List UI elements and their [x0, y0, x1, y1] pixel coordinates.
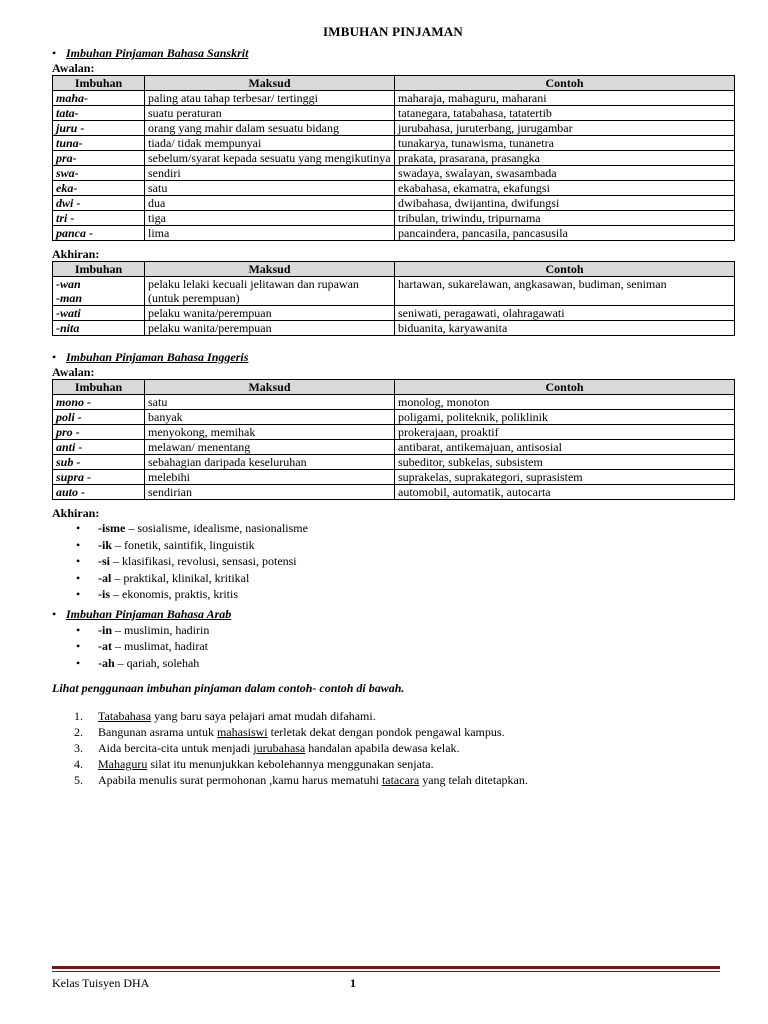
cell-contoh: prokerajaan, proaktif: [395, 425, 735, 440]
list-item: • -al – praktikal, klinikal, kritikal: [76, 570, 250, 585]
cell-imbuhan: [53, 395, 145, 410]
cell-maksud: sendiri: [145, 166, 395, 181]
table-row: [53, 395, 735, 410]
cell-maksud: menyokong, memihak: [145, 425, 395, 440]
table-row: [53, 226, 735, 241]
cell-maksud: tiga: [145, 211, 395, 226]
section-heading-sanskrit: • Imbuhan Pinjaman Bahasa Sanskrit: [52, 46, 249, 60]
sanskrit-awalan-table: [52, 75, 735, 241]
cell-maksud: lima: [145, 226, 395, 241]
cell-imbuhan: [53, 151, 145, 166]
example-number: 2.: [74, 725, 83, 739]
cell-maksud: sebelum/syarat kepada sesuatu yang mengikutinya: [145, 151, 395, 166]
footer-rule: [52, 966, 720, 969]
header-maksud: Maksud: [145, 380, 395, 395]
cell-imbuhan: [53, 306, 145, 321]
inggeris-awalan-table: [52, 379, 735, 500]
underlined-word: tatacara: [381, 773, 420, 787]
cell-maksud: banyak: [145, 410, 395, 425]
header-contoh: Contoh: [395, 76, 735, 91]
cell-imbuhan: [53, 470, 145, 485]
header-imbuhan: Imbuhan: [53, 262, 145, 277]
table-row: [53, 151, 735, 166]
suffix: -in: [98, 622, 113, 637]
example-number: 4.: [74, 757, 83, 771]
example-item: [52, 724, 734, 740]
underlined-word: mahasiswi: [216, 725, 268, 739]
example-text: handalan apabila dewasa kelak.: [305, 741, 460, 755]
imbuhan-text: tata-: [56, 106, 79, 120]
cell-contoh: prakata, prasarana, prasangka: [395, 151, 735, 166]
imbuhan-text: mono -: [56, 395, 92, 409]
cell-contoh: tatanegara, tatabahasa, tatatertib: [395, 106, 735, 121]
suffix-examples: muslimin, hadirin: [124, 622, 210, 637]
suffix: -at: [98, 639, 112, 653]
cell-contoh: swadaya, swalayan, swasambada: [395, 166, 735, 181]
cell-imbuhan: [53, 91, 145, 106]
cell-contoh: hartawan, sukarelawan, angkasawan, budiman, seniman: [395, 277, 735, 306]
imbuhan-text: auto -: [56, 485, 86, 499]
cell-contoh: suprakelas, suprakategori, suprasistem: [395, 470, 735, 485]
imbuhan-text: tri -: [56, 211, 75, 225]
cell-contoh: tunakarya, tunawisma, tunanetra: [395, 136, 735, 151]
table-row: [53, 470, 735, 485]
imbuhan-text: -man: [56, 291, 83, 305]
cell-imbuhan: [53, 455, 145, 470]
cell-contoh: tribulan, triwindu, tripurnama: [395, 211, 735, 226]
cell-maksud: dua: [145, 196, 395, 211]
cell-contoh: seniwati, peragawati, olahragawati: [395, 306, 735, 321]
cell-imbuhan: [53, 196, 145, 211]
cell-contoh: biduanita, karyawanita: [395, 321, 735, 336]
suffix: -al: [98, 570, 112, 585]
imbuhan-text: -wan: [56, 277, 81, 291]
example-text: yang telah ditetapkan.: [419, 773, 528, 787]
example-item: [52, 756, 734, 772]
list-item: • -ah – qariah, solehah: [76, 655, 200, 670]
cell-imbuhan: [53, 136, 145, 151]
underlined-word: Tatabahasa: [98, 709, 152, 723]
cell-maksud: tiada/ tidak mempunyai: [145, 136, 395, 151]
suffix-examples: praktikal, klinikal, kritikal: [123, 570, 250, 585]
awalan-label: Awalan:: [52, 365, 95, 379]
bullet-icon: •: [76, 655, 81, 670]
cell-maksud: pelaku wanita/perempuan: [145, 321, 395, 336]
bullet-icon: •: [76, 521, 81, 535]
bullet-icon: •: [76, 537, 81, 552]
bullet-icon: •: [76, 622, 81, 637]
cell-imbuhan: [53, 321, 145, 336]
cell-contoh: monolog, monoton: [395, 395, 735, 410]
example-item: [52, 708, 734, 724]
cell-maksud: satu: [145, 395, 395, 410]
cell-contoh: poligami, politeknik, poliklinik: [395, 410, 735, 425]
cell-maksud: pelaku wanita/perempuan: [145, 306, 395, 321]
table-row: [53, 91, 735, 106]
bullet-icon: •: [76, 554, 81, 568]
bullet-icon: •: [76, 639, 81, 653]
imbuhan-text: panca -: [56, 226, 93, 240]
example-item: [52, 772, 734, 788]
inggeris-akhiran-list: [52, 520, 734, 603]
list-item: • -at – muslimat, hadirat: [76, 639, 208, 653]
suffix-examples: ekonomis, praktis, kritis: [122, 587, 238, 601]
cell-imbuhan: [53, 410, 145, 425]
table-row: [53, 306, 735, 321]
header-contoh: Contoh: [395, 262, 735, 277]
suffix-examples: muslimat, hadirat: [124, 639, 208, 653]
suffix: -si: [98, 554, 110, 568]
bullet-icon: •: [76, 587, 81, 601]
header-contoh: Contoh: [395, 380, 735, 395]
table-row: [53, 106, 735, 121]
suffix-examples: klasifikasi, revolusi, sensasi, potensi: [122, 554, 297, 568]
cell-contoh: maharaja, mahaguru, maharani: [395, 91, 735, 106]
table-row: [53, 455, 735, 470]
cell-imbuhan: [53, 121, 145, 136]
imbuhan-text: -nita: [56, 321, 80, 335]
page-title: IMBUHAN PINJAMAN: [322, 24, 464, 39]
arab-list: [52, 622, 734, 672]
table-row: [53, 136, 735, 151]
cell-imbuhan: [53, 485, 145, 500]
akhiran-label: Akhiran:: [52, 247, 100, 261]
footer-rule-thin: [52, 971, 720, 972]
example-number: 5.: [74, 773, 83, 787]
cell-contoh: antibarat, antikemajuan, antisosial: [395, 440, 735, 455]
cell-imbuhan: [53, 277, 145, 306]
table-row: [53, 485, 735, 500]
imbuhan-text: sub -: [56, 455, 81, 469]
cell-contoh: dwibahasa, dwijantina, dwifungsi: [395, 196, 735, 211]
imbuhan-text: swa-: [56, 166, 79, 180]
cell-imbuhan: [53, 166, 145, 181]
list-item: • -isme – sosialisme, idealisme, nasionalisme: [76, 521, 308, 535]
cell-imbuhan: [53, 181, 145, 196]
cell-contoh: ekabahasa, ekamatra, ekafungsi: [395, 181, 735, 196]
table-row: [53, 121, 735, 136]
bullet-icon: •: [52, 350, 57, 364]
bullet-icon: •: [76, 570, 81, 585]
cell-imbuhan: [53, 226, 145, 241]
awalan-label: Awalan:: [52, 61, 95, 75]
suffix: -ik: [98, 537, 113, 552]
list-item: • -ik – fonetik, saintifik, linguistik: [76, 537, 255, 552]
section-heading-inggeris: • Imbuhan Pinjaman Bahasa Inggeris: [52, 350, 249, 364]
imbuhan-text: juru -: [56, 121, 85, 135]
list-item: • -in – muslimin, hadirin: [76, 622, 210, 637]
example-text: Apabila menulis surat permohonan ,kamu harus mematuhi: [98, 773, 382, 787]
example-item: [52, 740, 734, 756]
suffix: -isme: [98, 521, 126, 535]
example-text: yang baru saya pelajari amat mudah difahami.: [151, 709, 376, 723]
underlined-word: Mahaguru: [98, 757, 148, 771]
page-number: 1: [350, 976, 356, 990]
suffix: -ah: [98, 655, 115, 670]
sanskrit-akhiran-table: [52, 261, 735, 336]
cell-maksud: paling atau tahap terbesar/ tertinggi: [145, 91, 395, 106]
table-row: [53, 440, 735, 455]
cell-maksud: pelaku lelaki kecuali jelitawan dan rupawan (untuk perempuan): [145, 277, 395, 306]
table-row: [53, 277, 735, 306]
bullet-icon: •: [52, 606, 57, 621]
header-maksud: Maksud: [145, 76, 395, 91]
underlined-word: jurubahasa: [253, 741, 306, 755]
cell-maksud: melebihi: [145, 470, 395, 485]
table-row: [53, 181, 735, 196]
suffix-examples: sosialisme, idealisme, nasionalisme: [137, 521, 308, 535]
imbuhan-text: poli -: [56, 410, 82, 424]
example-text: Aida bercita-cita untuk menjadi: [98, 741, 254, 755]
suffix-examples: fonetik, saintifik, linguistik: [124, 537, 255, 552]
imbuhan-text: -wati: [56, 306, 81, 320]
cell-maksud: sebahagian daripada keseluruhan: [145, 455, 395, 470]
table-row: [53, 211, 735, 226]
cell-maksud: satu: [145, 181, 395, 196]
imbuhan-text: supra -: [56, 470, 92, 484]
list-item: • -si – klasifikasi, revolusi, sensasi, potensi: [76, 554, 297, 568]
example-text: Bangunan asrama untuk: [98, 725, 217, 739]
list-item: • -is – ekonomis, praktis, kritis: [76, 587, 238, 601]
table-row: [53, 196, 735, 211]
imbuhan-text: dwi -: [56, 196, 81, 210]
table-row: [53, 425, 735, 440]
akhiran-label: Akhiran:: [52, 506, 100, 520]
header-maksud: Maksud: [145, 262, 395, 277]
examples-note: Lihat penggunaan imbuhan pinjaman dalam contoh- contoh di bawah.: [52, 681, 405, 695]
imbuhan-text: pra-: [56, 151, 77, 165]
examples-list: [52, 708, 734, 788]
header-imbuhan: Imbuhan: [53, 76, 145, 91]
imbuhan-text: pro -: [56, 425, 80, 439]
cell-imbuhan: [53, 106, 145, 121]
imbuhan-text: anti -: [56, 440, 83, 454]
header-imbuhan: Imbuhan: [53, 380, 145, 395]
example-number: 1.: [74, 709, 83, 723]
imbuhan-text: tuna-: [56, 136, 83, 150]
example-text: silat itu menunjukkan kebolehannya menggunakan senjata.: [147, 757, 434, 771]
imbuhan-text: maha-: [56, 91, 89, 105]
suffix: -is: [98, 587, 110, 601]
cell-imbuhan: [53, 425, 145, 440]
document-page: [52, 24, 734, 788]
cell-maksud: orang yang mahir dalam sesuatu bidang: [145, 121, 395, 136]
cell-imbuhan: [53, 211, 145, 226]
cell-imbuhan: [53, 440, 145, 455]
table-row: [53, 321, 735, 336]
example-text: terletak dekat dengan pondok pengawal kampus.: [267, 725, 505, 739]
cell-maksud: suatu peraturan: [145, 106, 395, 121]
imbuhan-text: eka-: [56, 181, 78, 195]
cell-maksud: melawan/ menentang: [145, 440, 395, 455]
cell-contoh: subeditor, subkelas, subsistem: [395, 455, 735, 470]
bullet-icon: •: [52, 46, 57, 60]
table-row: [53, 166, 735, 181]
suffix-examples: qariah, solehah: [126, 655, 200, 670]
cell-contoh: pancaindera, pancasila, pancasusila: [395, 226, 735, 241]
footer-text: Kelas Tuisyen DHA: [52, 976, 150, 990]
table-row: [53, 410, 735, 425]
example-number: 3.: [74, 741, 83, 755]
section-heading-arab: • Imbuhan Pinjaman Bahasa Arab: [52, 606, 232, 621]
cell-maksud: sendirian: [145, 485, 395, 500]
cell-contoh: jurubahasa, juruterbang, jurugambar: [395, 121, 735, 136]
cell-contoh: automobil, automatik, autocarta: [395, 485, 735, 500]
